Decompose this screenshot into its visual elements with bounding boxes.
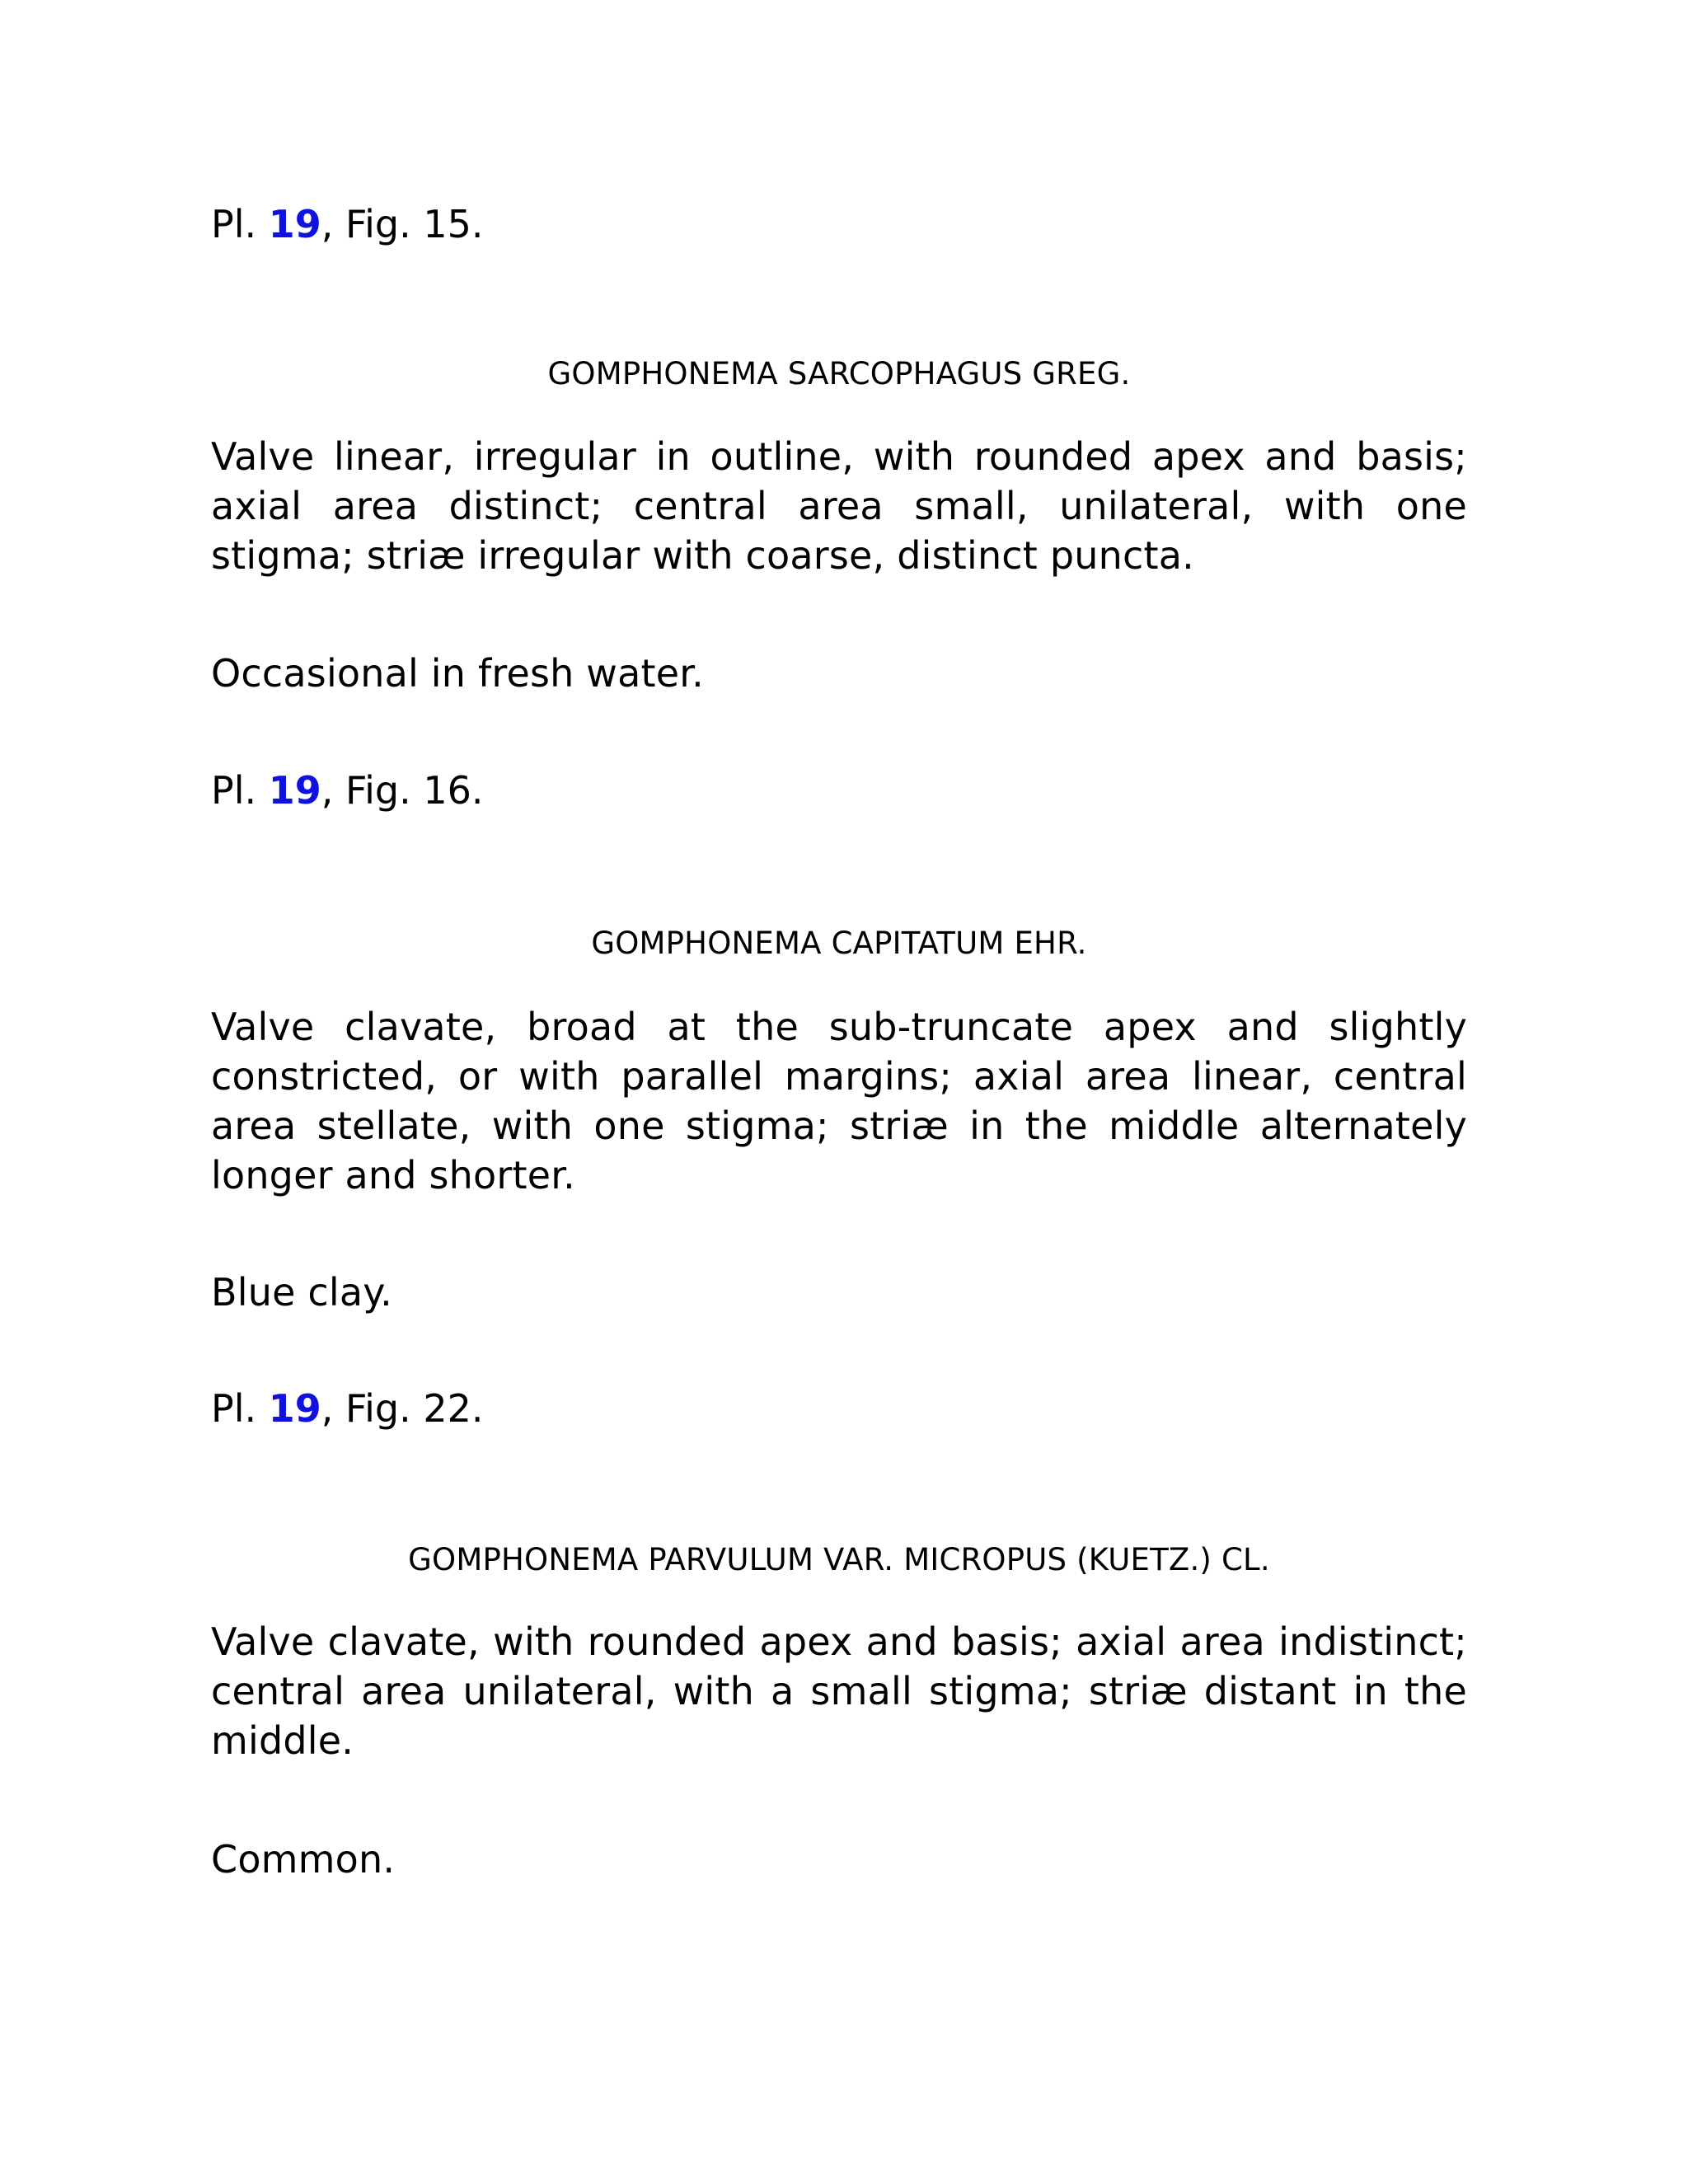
plate-reference (211, 766, 1467, 815)
habitat-text: Blue clay. (211, 1270, 392, 1315)
habitat-text: Common. (211, 1837, 396, 1882)
species-heading: GOMPHONEMA CAPITATUM EHR. (591, 926, 1087, 961)
species-description: Valve clavate, broad at the sub-truncate apex and slightly constricted, or with parallel margins; axial area linear, central area stellate, with one stigma; striæ in the middle alternately longer and shorter. (211, 1005, 1467, 1197)
species-heading: GOMPHONEMA PARVULUM VAR. MICROPUS (KUETZ.) CL. (408, 1542, 1270, 1577)
species-heading: GOMPHONEMA SARCOPHAGUS GREG. (547, 356, 1131, 391)
plate-reference (211, 1384, 1467, 1433)
figure-reference: , Fig. 22. (321, 1386, 484, 1431)
plate-number-link[interactable]: 19 (268, 768, 321, 813)
habitat-text: Occasional in fresh water. (211, 651, 704, 696)
species-description: Valve clavate, with rounded apex and basis; axial area indistinct; central area unilateral, with a small stigma; striæ distant in the middle. (211, 1619, 1467, 1763)
figure-reference: , Fig. 16. (321, 768, 484, 813)
plate-number-link[interactable]: 19 (268, 1386, 321, 1431)
plate-reference (211, 199, 1467, 249)
species-description: Valve linear, irregular in outline, with rounded apex and basis; axial area distinct; central area small, unilateral, with one stigma; striæ irregular with coarse, distinct puncta. (211, 434, 1467, 578)
figure-reference: , Fig. 15. (321, 202, 484, 246)
plate-prefix: Pl. (211, 768, 269, 813)
plate-number-link[interactable]: 19 (268, 202, 321, 246)
plate-prefix: Pl. (211, 1386, 269, 1431)
plate-prefix: Pl. (211, 202, 269, 246)
